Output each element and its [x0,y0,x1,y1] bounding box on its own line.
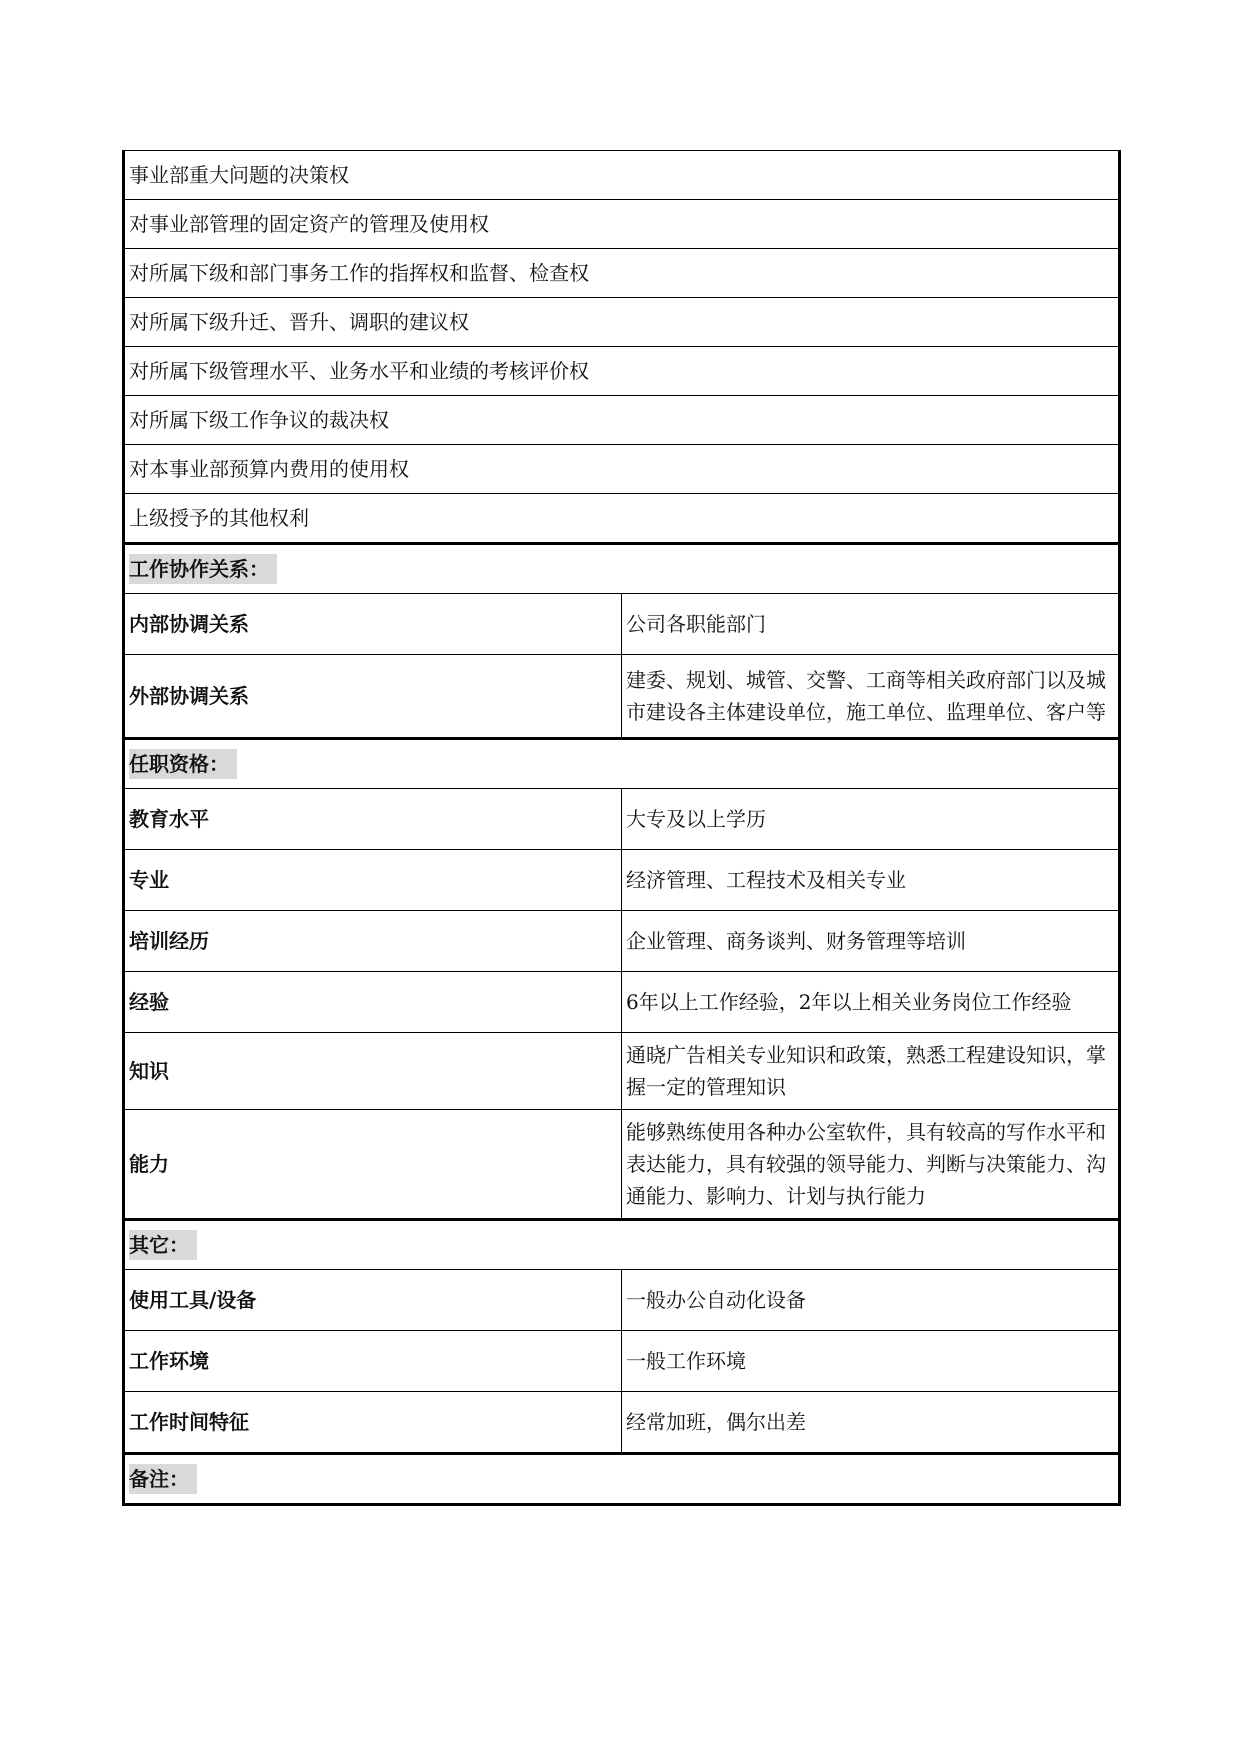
authority-row [124,151,1120,200]
row-value: 公司各职能部门 [622,594,1120,655]
row-label: 能力 [124,1110,622,1220]
table-row [124,789,1120,850]
section-title: 其它： [129,1230,197,1260]
section-header-remarks [124,1454,1120,1505]
table-row [124,1331,1120,1392]
row-label: 工作时间特征 [124,1392,622,1454]
row-label: 专业 [124,850,622,911]
section-title: 工作协作关系： [129,554,277,584]
authority-cell: 事业部重大问题的决策权 [124,151,1120,200]
table-row [124,972,1120,1033]
row-label: 使用工具/设备 [124,1270,622,1331]
authority-row [124,445,1120,494]
row-value: 一般办公自动化设备 [622,1270,1120,1331]
authority-row [124,249,1120,298]
section-header-cooperation [124,544,1120,594]
row-value: 能够熟练使用各种办公室软件，具有较高的写作水平和表达能力，具有较强的领导能力、判断与决策能力、沟通能力、影响力、计划与执行能力 [622,1110,1120,1220]
row-value: 企业管理、商务谈判、财务管理等培训 [622,911,1120,972]
table-row [124,1033,1120,1110]
row-label: 内部协调关系 [124,594,622,655]
authority-cell: 对所属下级工作争议的裁决权 [124,396,1120,445]
authority-row [124,200,1120,249]
authority-row [124,396,1120,445]
authority-row [124,298,1120,347]
table-row [124,655,1120,739]
table-row [124,850,1120,911]
job-description-sheet [122,150,1121,1506]
section-header-qualification [124,739,1120,789]
authority-cell: 对事业部管理的固定资产的管理及使用权 [124,200,1120,249]
row-value: 一般工作环境 [622,1331,1120,1392]
table-row [124,1392,1120,1454]
job-description-table [122,150,1121,1506]
row-label: 经验 [124,972,622,1033]
authority-row [124,494,1120,544]
row-label: 教育水平 [124,789,622,850]
section-title: 任职资格： [129,749,237,779]
authority-cell: 上级授予的其他权利 [124,494,1120,544]
authority-cell: 对所属下级升迁、晋升、调职的建议权 [124,298,1120,347]
table-row [124,911,1120,972]
row-value: 6年以上工作经验，2年以上相关业务岗位工作经验 [622,972,1120,1033]
table-row [124,1110,1120,1220]
row-label: 培训经历 [124,911,622,972]
row-value: 经常加班，偶尔出差 [622,1392,1120,1454]
authority-cell: 对本事业部预算内费用的使用权 [124,445,1120,494]
row-label: 外部协调关系 [124,655,622,739]
row-value: 经济管理、工程技术及相关专业 [622,850,1120,911]
authority-cell: 对所属下级管理水平、业务水平和业绩的考核评价权 [124,347,1120,396]
authority-cell: 对所属下级和部门事务工作的指挥权和监督、检查权 [124,249,1120,298]
section-header-others [124,1220,1120,1270]
authority-row [124,347,1120,396]
row-label: 知识 [124,1033,622,1110]
row-label: 工作环境 [124,1331,622,1392]
row-value: 大专及以上学历 [622,789,1120,850]
table-row [124,594,1120,655]
section-title: 备注： [129,1464,197,1494]
row-value: 通晓广告相关专业知识和政策，熟悉工程建设知识，掌握一定的管理知识 [622,1033,1120,1110]
table-row [124,1270,1120,1331]
row-value: 建委、规划、城管、交警、工商等相关政府部门以及城市建设各主体建设单位，施工单位、监理单位、客户等 [622,655,1120,739]
